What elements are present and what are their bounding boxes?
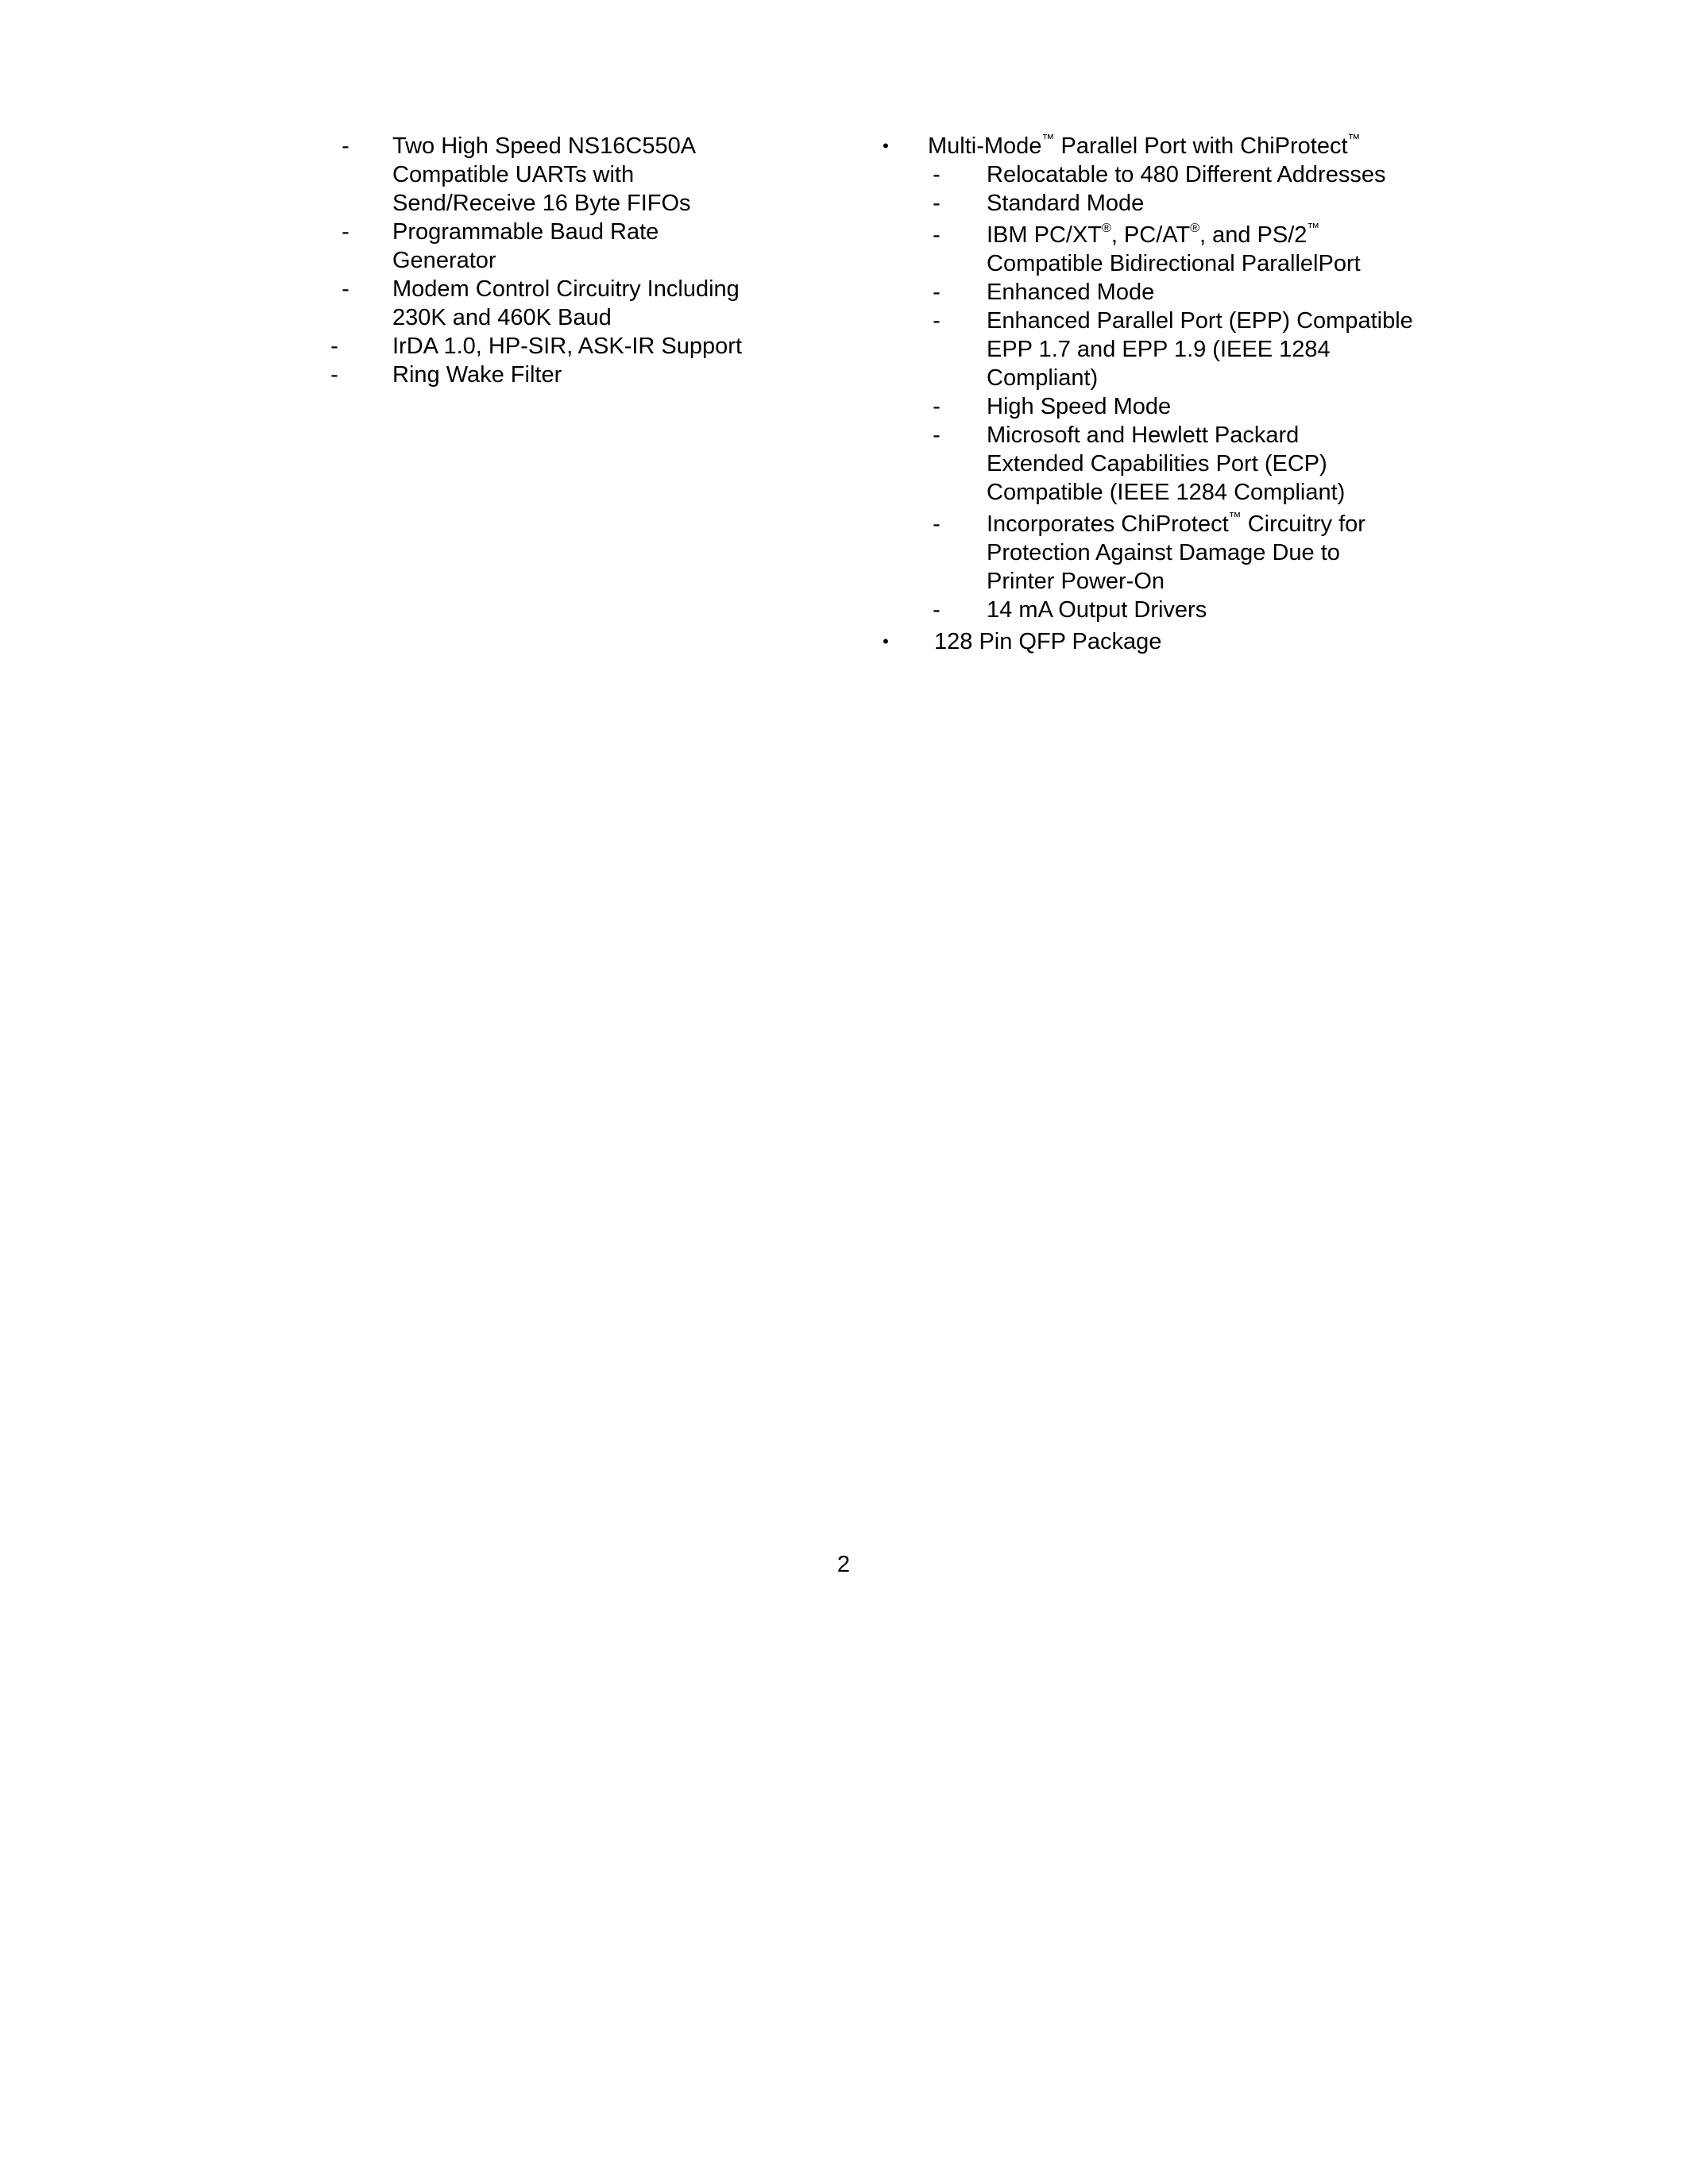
list-item-text: Ring Wake Filter bbox=[392, 362, 562, 388]
trademark-symbol: ™ bbox=[1307, 222, 1320, 236]
list-item bbox=[334, 132, 747, 218]
sub-list-item-text: Enhanced Mode bbox=[987, 280, 1155, 305]
dash-marker: - bbox=[933, 308, 941, 334]
sub-list-item bbox=[874, 221, 1477, 278]
text-segment: Compatible Bidirectional ParallelPort bbox=[987, 251, 1361, 276]
bullet-item bbox=[874, 132, 1477, 160]
sub-list-item-text: High Speed Mode bbox=[987, 394, 1172, 419]
sub-list-item bbox=[874, 421, 1477, 507]
list-item bbox=[334, 275, 778, 332]
left-feature-list bbox=[330, 132, 826, 389]
registered-symbol: ® bbox=[1102, 222, 1111, 236]
sub-list-item-text: Relocatable to 480 Different Addresses bbox=[987, 162, 1386, 187]
registered-symbol: ® bbox=[1190, 222, 1199, 236]
dash-marker: - bbox=[933, 597, 941, 623]
bullet-item-text: 128 Pin QFP Package bbox=[934, 629, 1162, 654]
list-item-text: Programmable Baud Rate Generator bbox=[392, 219, 659, 273]
right-feature-list bbox=[874, 132, 1477, 656]
dash-marker: - bbox=[933, 280, 941, 305]
text-segment: , and PS/2 bbox=[1199, 222, 1308, 248]
text-segment: Circuitry for Protection Against Damage Due to Printer Power-On bbox=[987, 511, 1365, 594]
trademark-symbol: ™ bbox=[1228, 511, 1242, 525]
dash-marker: - bbox=[933, 162, 941, 187]
sub-list-item-text: Enhanced Parallel Port (EPP) Compatible EPP 1.7 and EPP 1.9 (IEEE 1284 Compliant) bbox=[987, 308, 1413, 391]
dash-marker: - bbox=[342, 219, 350, 245]
text-segment: IBM PC/XT bbox=[987, 222, 1103, 248]
dash-marker: - bbox=[330, 362, 338, 388]
dash-marker: - bbox=[933, 191, 941, 216]
sub-list-item bbox=[874, 307, 1477, 392]
sub-list-item-text bbox=[987, 221, 1400, 278]
trademark-symbol: ™ bbox=[1347, 133, 1361, 147]
bullet-marker: • bbox=[883, 136, 889, 156]
dash-marker: - bbox=[933, 394, 941, 419]
page-number: 2 bbox=[836, 1552, 851, 1577]
sub-list-item-text: 14 mA Output Drivers bbox=[987, 597, 1207, 623]
dash-marker: - bbox=[342, 276, 350, 302]
sub-list-item bbox=[874, 596, 1477, 624]
dash-marker: - bbox=[933, 511, 941, 537]
dash-marker: - bbox=[330, 334, 338, 359]
list-item bbox=[330, 361, 810, 389]
list-item-text: Two High Speed NS16C550A Compatible UARTs with Send/Receive 16 Byte FIFOs bbox=[392, 133, 695, 216]
sub-list-item-text: Microsoft and Hewlett Packard Extended Capabilities Port (ECP) Compatible (IEEE 1284 Compliant) bbox=[987, 423, 1346, 505]
dash-marker: - bbox=[933, 423, 941, 448]
dash-marker: - bbox=[342, 133, 350, 159]
dash-marker: - bbox=[933, 222, 941, 248]
text-segment: Parallel Port with ChiProtect bbox=[1054, 133, 1348, 159]
text-segment: , PC/AT bbox=[1111, 222, 1191, 248]
sub-list-item bbox=[874, 510, 1477, 596]
list-item-text: IrDA 1.0, HP-SIR, ASK-IR Support bbox=[392, 334, 742, 359]
text-segment: Multi-Mode bbox=[928, 133, 1042, 159]
trademark-symbol: ™ bbox=[1041, 133, 1055, 147]
sub-list-item bbox=[874, 189, 1477, 218]
sub-list-item bbox=[874, 160, 1477, 189]
text-segment: Incorporates ChiProtect bbox=[987, 511, 1229, 537]
list-item-text: Modem Control Circuitry Including 230K and 460K Baud bbox=[392, 276, 740, 330]
bullet-item bbox=[874, 627, 1477, 656]
sub-list-item bbox=[874, 278, 1477, 307]
list-item bbox=[330, 332, 810, 361]
bullet-item-text bbox=[928, 132, 1477, 160]
list-item bbox=[334, 218, 747, 275]
sub-list-item bbox=[874, 392, 1477, 421]
sub-list-item-text bbox=[987, 510, 1400, 596]
bullet-marker: • bbox=[883, 631, 889, 651]
sub-list-item-text: Standard Mode bbox=[987, 191, 1145, 216]
